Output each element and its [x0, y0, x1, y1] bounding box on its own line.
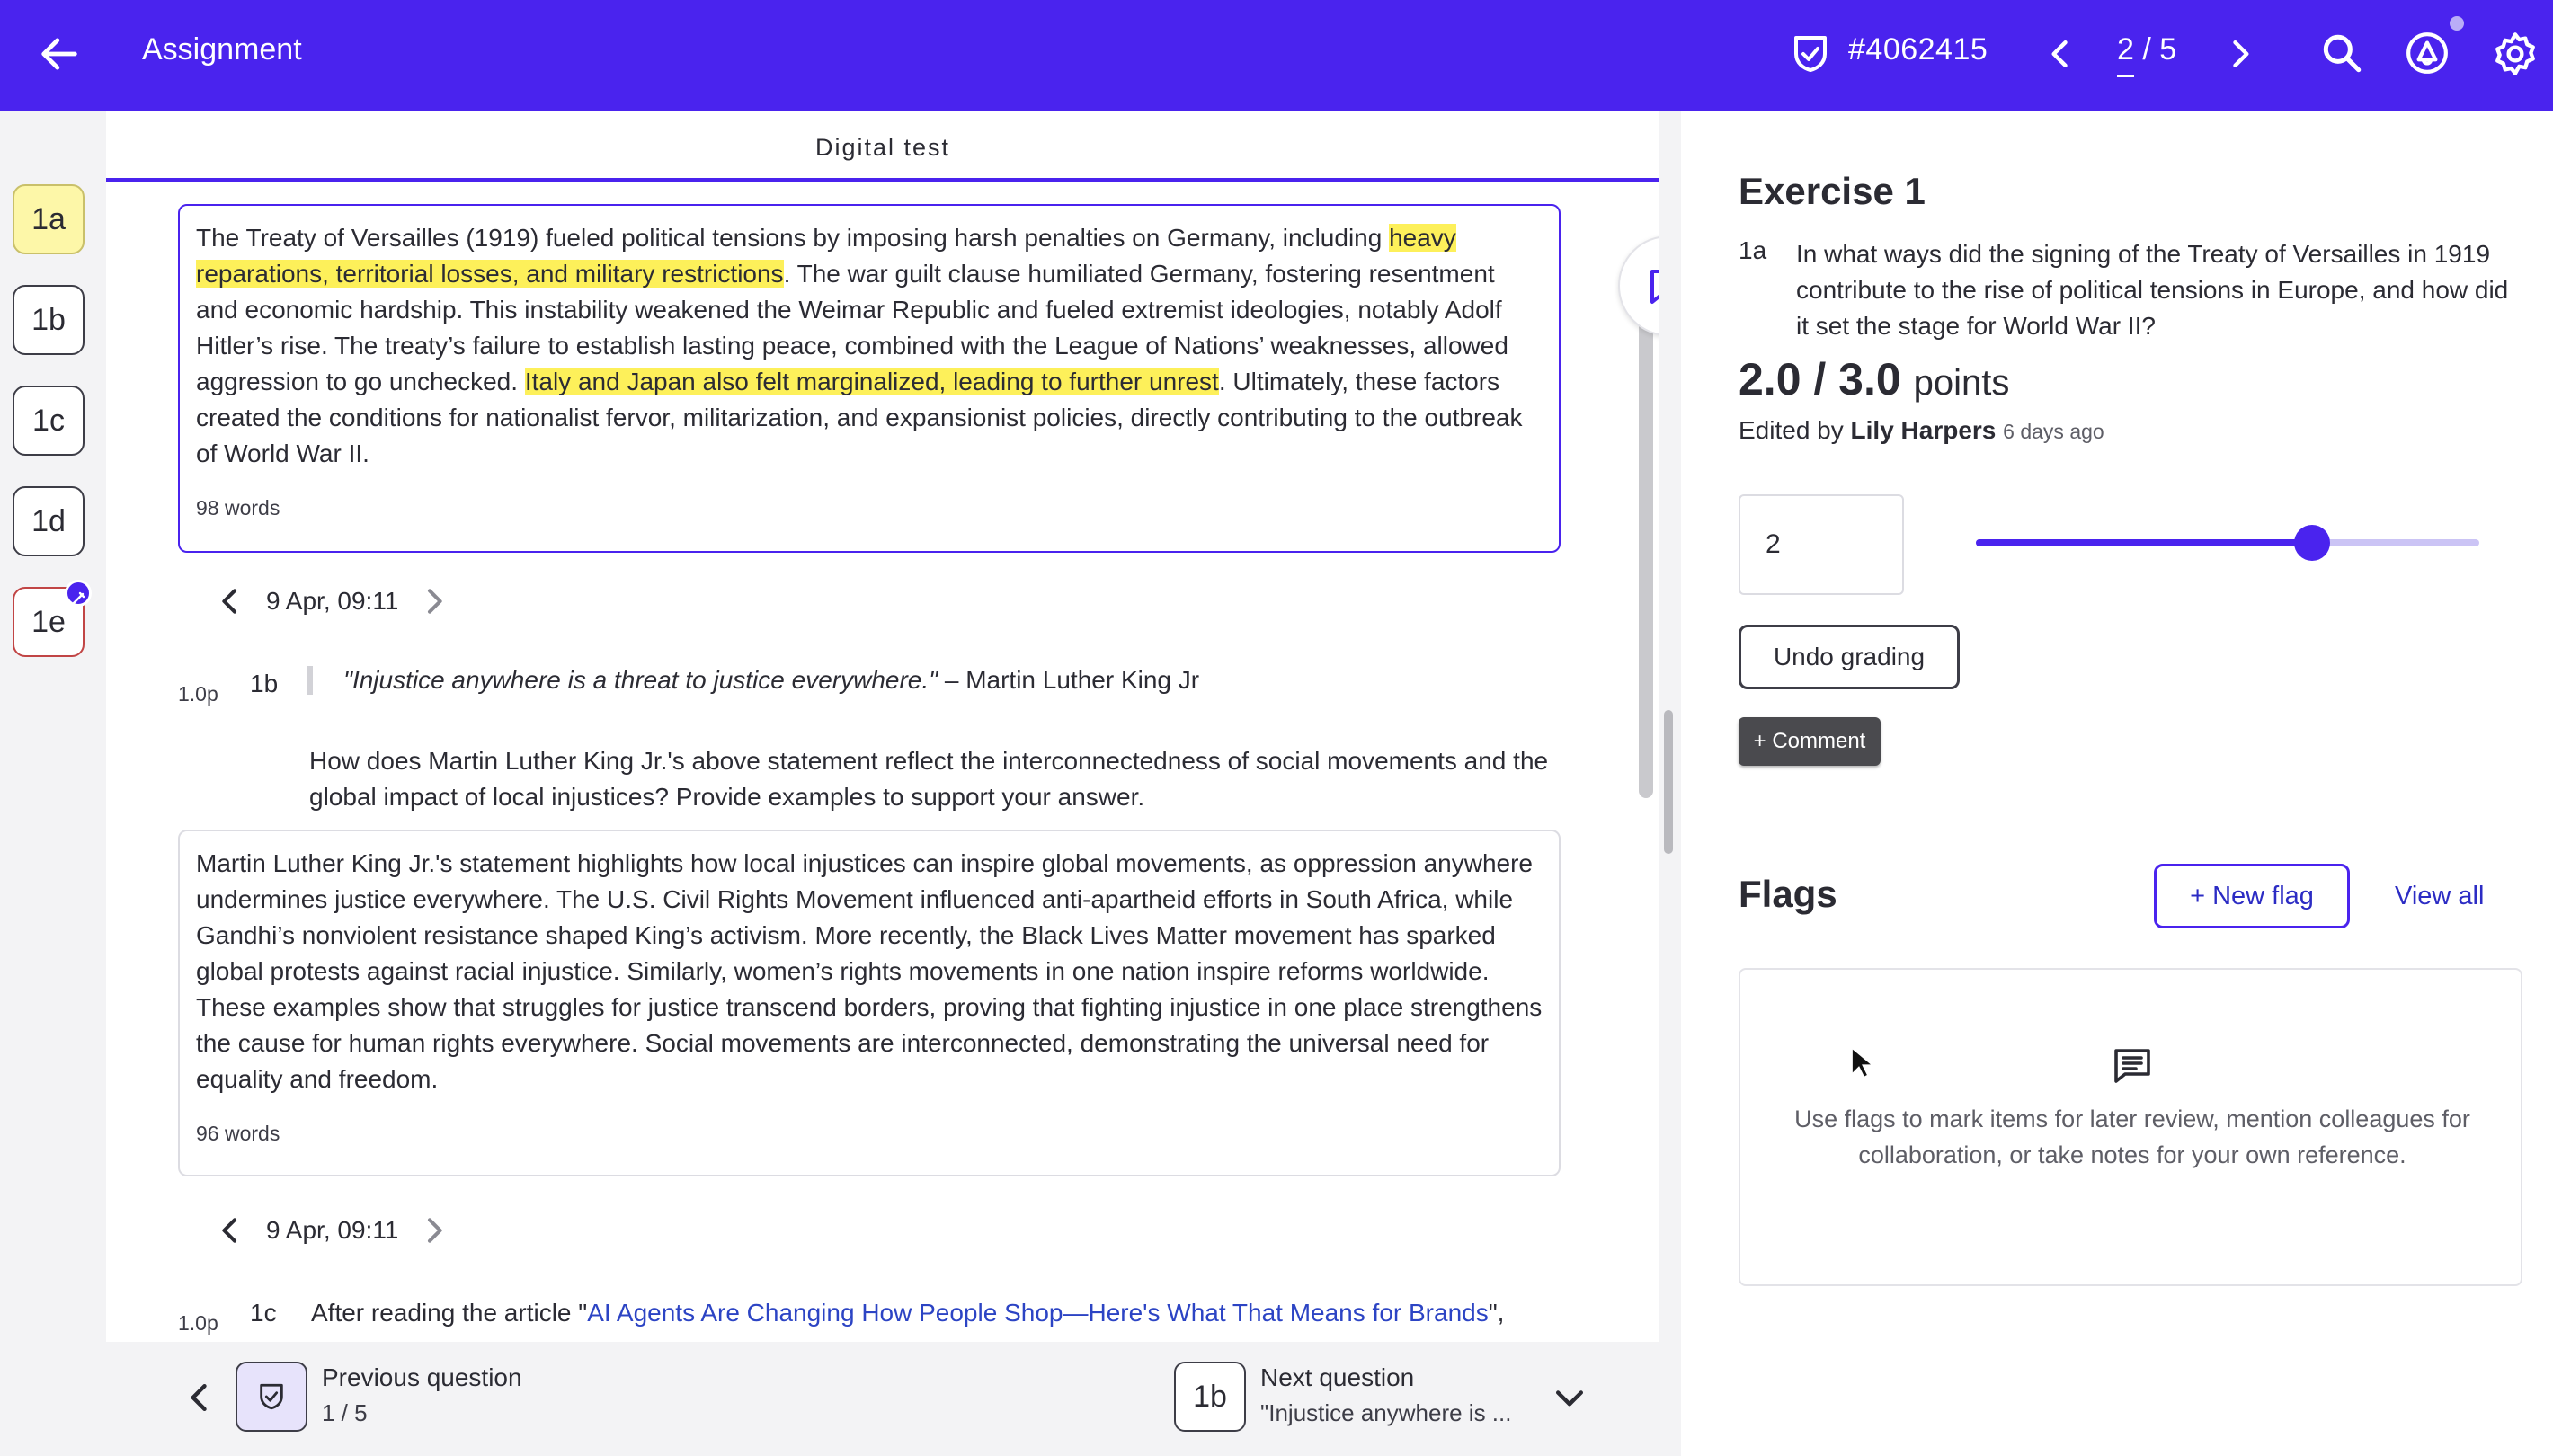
question-points: 1.0p [178, 682, 218, 706]
question-button-1b[interactable] [13, 285, 85, 355]
undo-grading-button[interactable]: Undo grading [1739, 625, 1960, 689]
shield-check-icon [1789, 31, 1832, 77]
previous-question-position: 1 / 5 [322, 1399, 368, 1426]
next-question-preview: "Injustice anywhere is ... [1260, 1399, 1512, 1426]
question-rail [0, 111, 106, 1456]
question-button-label: 1e [31, 604, 66, 639]
page-separator: / [2142, 32, 2151, 67]
question-button-label: 1c [32, 403, 65, 438]
score-value: 2.0 / 3.0 [1739, 354, 1901, 404]
panel-resize-handle[interactable] [1664, 710, 1673, 854]
next-question-id: 1b [1193, 1379, 1227, 1414]
answer-text: Martin Luther King Jr.'s statement highlights how local injustices can inspire global movements, as oppression anywhere undermines justice everywhere. The U.S. Civil Rights Movement influenced anti-apartheid efforts in South Africa, while Gandhi’s nonviolent resistance shaped King’s activism. More recently, the Black Lives Matter movement has sparked global protests against racial injustice. Similarly, women’s rights movements in one nation inspire reforms worldwide. These examples show that struggles for justice transcend borders, proving that fighting injustice in one place strengthens the cause for human rights everywhere. Social movements are interconnected, demonstrating the universal need for equality and freedom. [196, 849, 1543, 1093]
version-timestamp: 9 Apr, 09:11 [266, 587, 399, 615]
edited-info [1739, 416, 2104, 445]
notification-dot [2450, 16, 2464, 31]
test-tab-label: Digital test [814, 134, 951, 161]
gear-icon[interactable] [2492, 31, 2539, 77]
flags-empty-state [1739, 968, 2522, 1286]
new-flag-button[interactable]: + New flag [2154, 864, 2350, 928]
question-quote [307, 666, 1199, 695]
search-icon[interactable] [2319, 31, 2364, 75]
question-button-1e[interactable] [13, 587, 85, 657]
account-icon[interactable] [2405, 31, 2450, 75]
answer-text-segment: . Ultimately, these factors created the conditions for nationalist fervor, militarization, and expansionist policies, directly contributing to the outbreak of World War II. [196, 368, 1523, 467]
quote-author: – Martin Luther King Jr [938, 666, 1200, 694]
edit-badge-icon [65, 580, 92, 607]
question-button-1a[interactable] [13, 184, 85, 254]
question-id: 1c [250, 1299, 277, 1327]
answer-text-segment: The Treaty of Versailles (1919) fueled political tensions by imposing harsh penalties on Germany, including [196, 224, 1390, 252]
page-title: Assignment [142, 32, 302, 67]
next-version-icon[interactable] [416, 1212, 452, 1248]
previous-question-button[interactable] [236, 1362, 307, 1432]
question-prompt [311, 1299, 1504, 1327]
flags-heading: Flags [1739, 873, 1837, 915]
previous-question-icon[interactable] [180, 1378, 219, 1417]
answer-box-1a[interactable] [178, 204, 1561, 553]
edited-prefix: Edited by [1739, 416, 1851, 444]
editor-name: Lily Harpers [1850, 416, 1997, 444]
score-display [1739, 353, 2009, 405]
question-button-1d[interactable] [13, 486, 85, 556]
article-link[interactable]: AI Agents Are Changing How People Shop—Here's What That Means for Brands [587, 1299, 1489, 1327]
next-version-icon[interactable] [416, 583, 452, 619]
previous-version-icon[interactable] [212, 1212, 248, 1248]
next-page-icon[interactable] [2220, 34, 2260, 74]
add-comment-button[interactable]: + Comment [1739, 717, 1881, 766]
word-count: 98 words [196, 496, 280, 519]
question-prompt: How does Martin Luther King Jr.'s above statement reflect the interconnectedness of social movements and the global impact of local injustices? Provide examples to support your answer. [309, 747, 1549, 811]
answer-box-1b[interactable] [178, 830, 1561, 1176]
previous-version-icon[interactable] [212, 583, 248, 619]
top-bar [0, 0, 2553, 111]
question-nav-bar [106, 1342, 1659, 1456]
prompt-text: ", [1488, 1299, 1505, 1327]
quote-text: "Injustice anywhere is a threat to justice everywhere." [343, 666, 938, 694]
previous-question-label[interactable]: Previous question [322, 1363, 522, 1391]
version-nav [212, 1212, 452, 1248]
next-question-label[interactable]: Next question [1260, 1363, 1415, 1391]
test-tab[interactable] [106, 111, 1659, 182]
previous-page-icon[interactable] [2041, 34, 2080, 74]
highlighted-text[interactable]: Italy and Japan also felt marginalized, leading to further unrest [524, 368, 1219, 395]
question-points: 1.0p [178, 1311, 218, 1335]
view-all-link[interactable]: View all [2395, 882, 2485, 910]
version-timestamp: 9 Apr, 09:11 [266, 1216, 399, 1244]
question-id: 1b [250, 670, 279, 697]
question-id: 1a [1739, 236, 1767, 264]
edited-time: 6 days ago [2003, 420, 2104, 443]
grading-panel [1681, 111, 2553, 1456]
answer-text [196, 220, 1543, 472]
mouse-cursor-icon [1850, 1046, 1873, 1080]
score-slider[interactable] [1976, 518, 2497, 572]
next-question-button[interactable] [1174, 1362, 1246, 1432]
highlighted-text[interactable]: heavy reparations, territorial losses, and military restrictions [196, 224, 1456, 288]
score-input[interactable] [1739, 494, 1904, 595]
flags-empty-message: Use flags to mark items for later review, mention colleagues for collaboration, or take notes for your own reference. [1794, 1105, 2470, 1168]
exercise-title: Exercise 1 [1739, 170, 1926, 212]
version-nav [212, 583, 452, 619]
prompt-text: After reading the article " [311, 1299, 588, 1327]
submission-id: #4062415 [1848, 32, 1988, 67]
center-scrollbar[interactable] [1639, 299, 1653, 798]
slider-thumb[interactable] [2294, 525, 2330, 561]
current-page: 2 [2117, 32, 2134, 77]
score-unit: points [1913, 363, 2010, 403]
answer-text-segment: . The war guilt clause humiliated Germany, fostering resentment and economic hardship. This instability weakened the Weimar Republic and fueled extremist ideologies, notably Adolf Hitler’s rise. The treaty’s failure to establish lasting peace, combined with the League of Nations’ weaknesses, allowed aggression to go unchecked. [196, 260, 1508, 395]
answer-panel [106, 111, 1659, 1342]
chevron-down-icon[interactable] [1550, 1378, 1589, 1417]
question-button-label: 1a [31, 201, 66, 236]
back-arrow-icon[interactable] [36, 31, 83, 77]
total-pages: 5 [2159, 32, 2177, 67]
shield-check-icon [256, 1381, 287, 1412]
page-indicator [2117, 32, 2176, 77]
question-button-label: 1b [31, 302, 66, 337]
slider-fill [1976, 539, 2312, 546]
comment-icon [2111, 1043, 2154, 1087]
word-count: 96 words [196, 1122, 280, 1145]
question-button-1c[interactable] [13, 386, 85, 456]
question-text: In what ways did the signing of the Treaty of Versailles in 1919 contribute to the rise of political tensions in Europe, and how did it set the stage for World War II? [1796, 240, 2509, 340]
question-button-label: 1d [31, 503, 66, 538]
